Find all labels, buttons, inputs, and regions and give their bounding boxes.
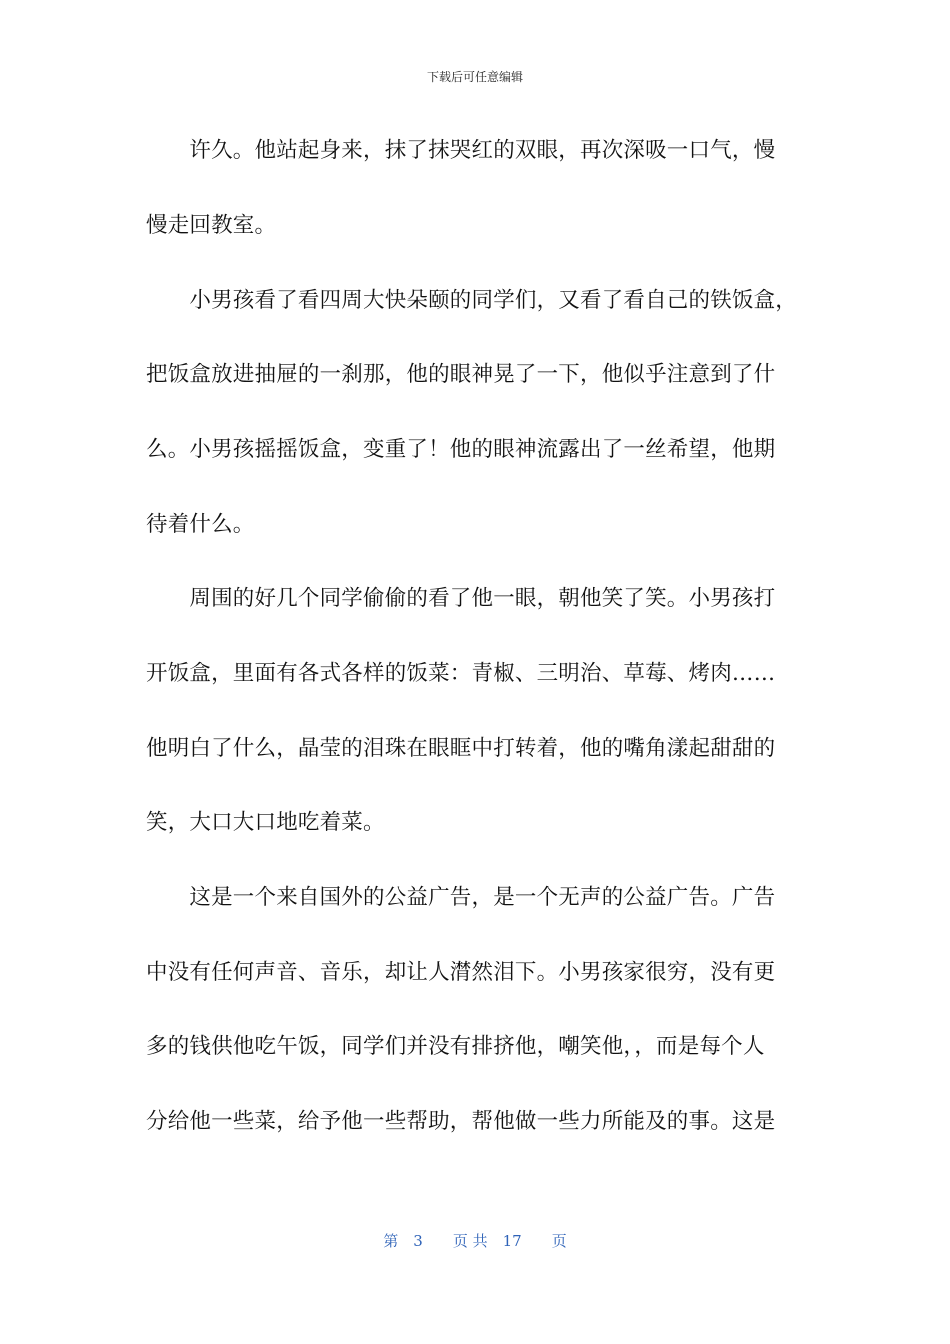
text-line: 中没有任何声音、音乐，却让人潸然泪下。小男孩家很穷，没有更 bbox=[146, 960, 776, 985]
text-line: 这是一个来自国外的公益广告，是一个无声的公益广告。广告 bbox=[146, 885, 776, 910]
text-line: 许久。他站起身来，抹了抹哭红的双眼，再次深吸一口气，慢 bbox=[146, 138, 776, 163]
text-line: 待着什么。 bbox=[146, 512, 255, 537]
text-line: 他明白了什么，晶莹的泪珠在眼眶中打转着，他的嘴角漾起甜甜的 bbox=[146, 736, 776, 761]
text-line: 把饭盒放进抽屉的一刹那，他的眼神晃了一下，他似乎注意到了什 bbox=[146, 362, 776, 387]
text-line: 小男孩看了看四周大快朵颐的同学们，又看了看自己的铁饭盒， bbox=[146, 288, 798, 313]
text-line: 慢走回教室。 bbox=[146, 213, 277, 238]
text-line: 开饭盒，里面有各式各样的饭菜：青椒、三明治、草莓、烤肉…… bbox=[146, 661, 776, 686]
text-line: 周围的好几个同学偷偷的看了他一眼，朝他笑了笑。小男孩打 bbox=[146, 586, 776, 611]
text-line: 么。小男孩摇摇饭盒，变重了！他的眼神流露出了一丝希望，他期 bbox=[146, 437, 776, 462]
text-line: 笑，大口大口地吃着菜。 bbox=[146, 810, 385, 835]
page-header: 下载后可任意编辑 bbox=[426, 70, 523, 84]
page-footer: 第 3 页 共 17 页 bbox=[383, 1232, 567, 1250]
text-line: 多的钱供他吃午饭，同学们并没有排挤他，嘲笑他，，而是每个人 bbox=[146, 1034, 765, 1059]
text-line: 分给他一些菜，给予他一些帮助，帮他做一些力所能及的事。这是 bbox=[146, 1109, 776, 1134]
